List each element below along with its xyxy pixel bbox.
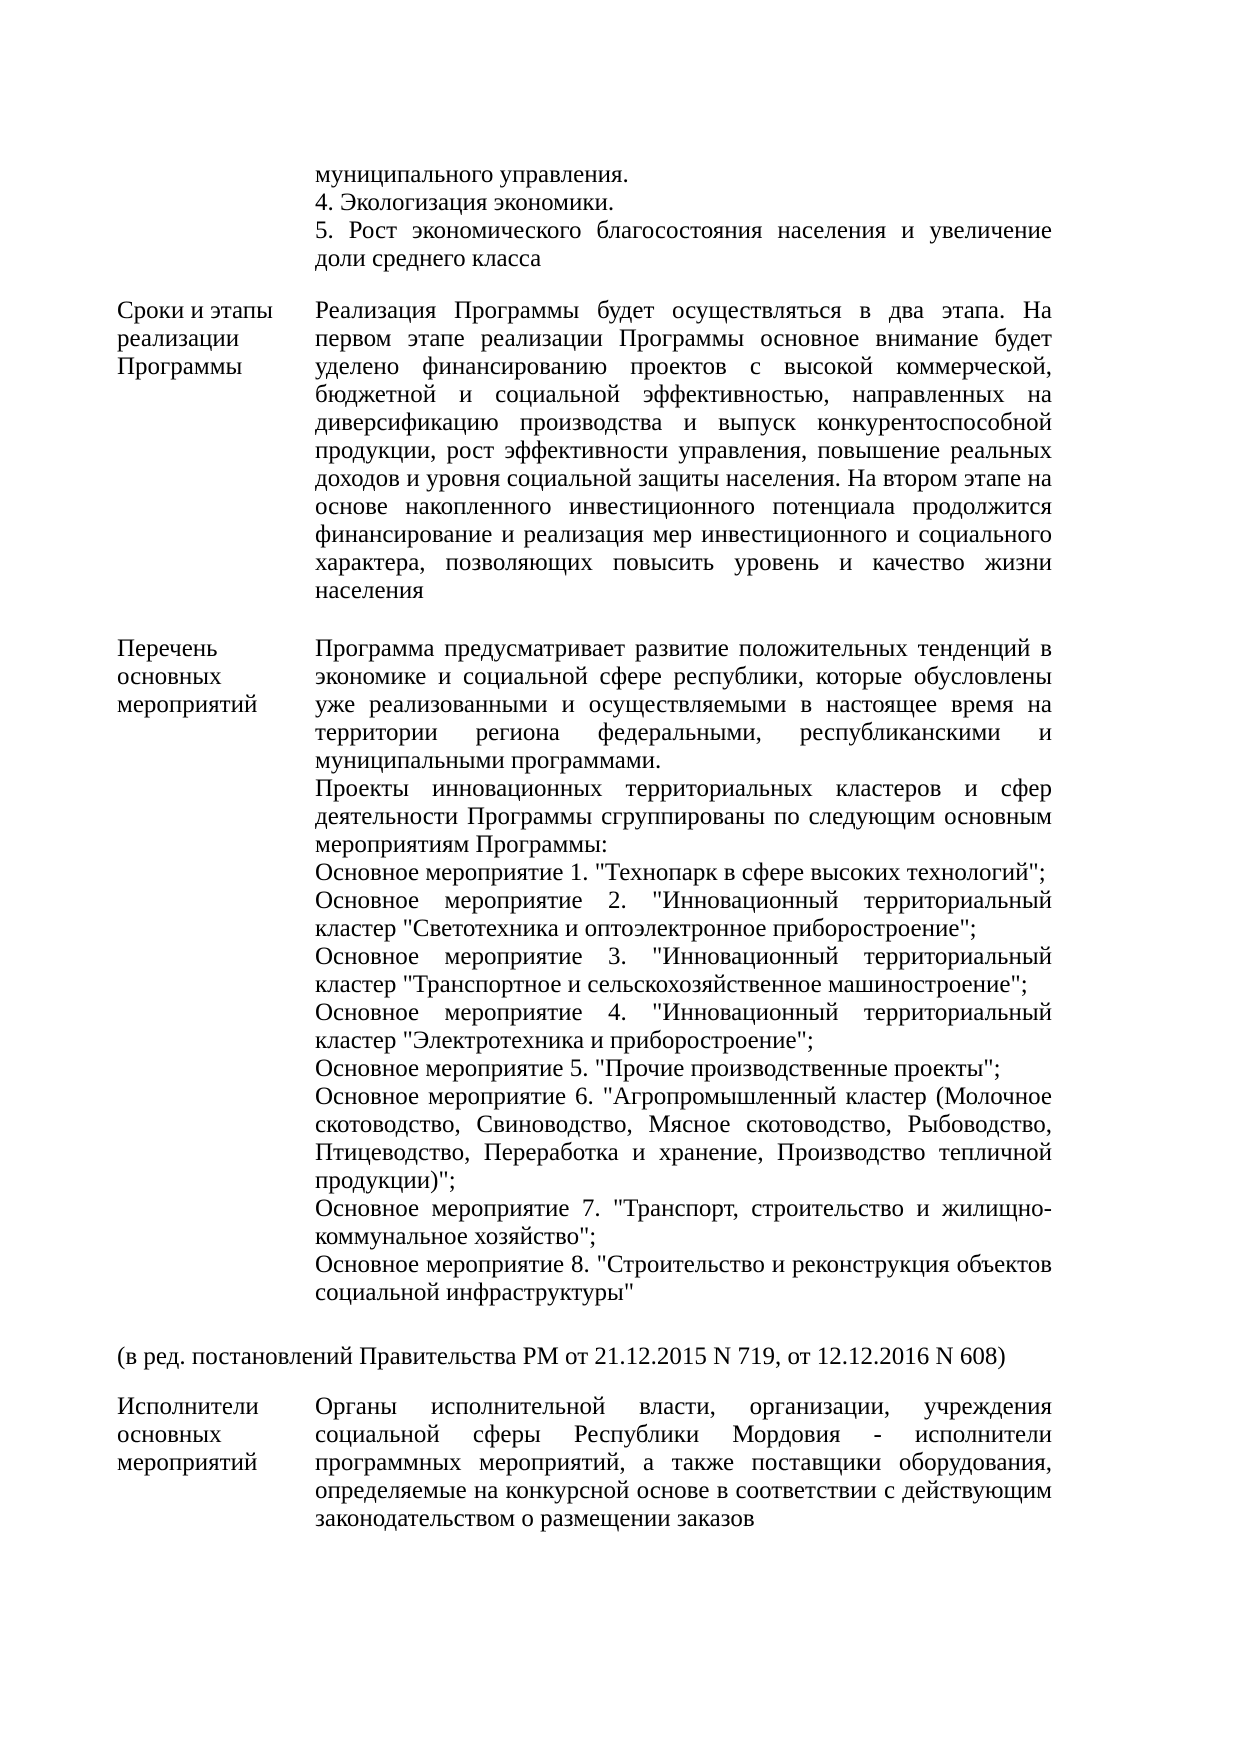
body-paragraph: 4. Экологизация экономики. — [315, 189, 615, 216]
row-label: Перечень основных мероприятий — [117, 635, 258, 718]
row-body — [315, 297, 1052, 605]
table-row-executors — [117, 1393, 1052, 1533]
table-row-terms — [117, 297, 1052, 605]
body-paragraph: Реализация Программы будет осуществляться в два этапа. На первом этапе реализации Программы основное внимание будет уделено финансированию проектов с высокой коммерческой, бюджетной и социальной эффективностью, направленных на диверсификацию производства и выпуск конкурентоспособной продукции, рост эффективности управления, повышение реальных доходов и уровня социальной защиты населения. На втором этапе на основе накопленного инвестиционного потенциала продолжится финансирование и реализация мер инвестиционного и социального характера, позволяющих повысить уровень и качество жизни населения — [315, 297, 1052, 604]
body-paragraph: 5. Рост экономического благосостояния населения и увеличение доли среднего класса — [315, 217, 1052, 272]
body-paragraph: Основное мероприятие 5. "Прочие производственные проекты"; — [315, 1055, 1001, 1082]
body-paragraph: муниципального управления. — [315, 161, 629, 188]
body-paragraph: Основное мероприятие 2. "Инновационный территориальный кластер "Светотехника и оптоэлектронное приборостроение"; — [315, 887, 1052, 942]
body-paragraph: Программа предусматривает развитие положительных тенденций в экономике и социальной сфере республики, которые обусловлены уже реализованными и осуществляемыми в настоящее время на территории региона федеральными, республиканскими и муниципальными программами. — [315, 635, 1052, 774]
body-paragraph: Основное мероприятие 8. "Строительство и реконструкция объектов социальной инфраструктуры" — [315, 1251, 1052, 1306]
body-paragraph: Основное мероприятие 4. "Инновационный территориальный кластер "Электротехника и приборостроение"; — [315, 999, 1052, 1054]
row-body — [315, 635, 1052, 1307]
row-label: Сроки и этапы реализации Программы — [117, 297, 273, 380]
body-paragraph: Проекты инновационных территориальных кластеров и сфер деятельности Программы сгруппированы по следующим основным мероприятиям Программы: — [315, 775, 1052, 858]
row-body — [315, 161, 1052, 273]
body-paragraph: Основное мероприятие 7. "Транспорт, строительство и жилищно-коммунальное хозяйство"; — [315, 1195, 1052, 1250]
body-paragraph: Основное мероприятие 3. "Инновационный территориальный кластер "Транспортное и сельскохозяйственное машиностроение"; — [315, 943, 1052, 998]
body-paragraph: Органы исполнительной власти, организации, учреждения социальной сферы Республики Мордовия - исполнители программных мероприятий, а также поставщики оборудования, определяемые на конкурсной основе в соответствии с действующим законодательством о размещении заказов — [315, 1393, 1052, 1532]
table-row-continuation — [117, 161, 1052, 273]
body-paragraph: Основное мероприятие 6. "Агропромышленный кластер (Молочное скотоводство, Свиноводство, Мясное скотоводство, Рыбоводство, Птицеводство, Переработка и хранение, Производство тепличной продукции)"; — [315, 1083, 1052, 1194]
row-label: Исполнители основных мероприятий — [117, 1393, 259, 1476]
body-paragraph: Основное мероприятие 1. "Технопарк в сфере высоких технологий"; — [315, 859, 1046, 886]
amendment-note: (в ред. постановлений Правительства РМ от 21.12.2015 N 719, от 12.12.2016 N 608) — [117, 1343, 1006, 1370]
table-row-measures — [117, 635, 1052, 1307]
row-body — [315, 1393, 1052, 1533]
